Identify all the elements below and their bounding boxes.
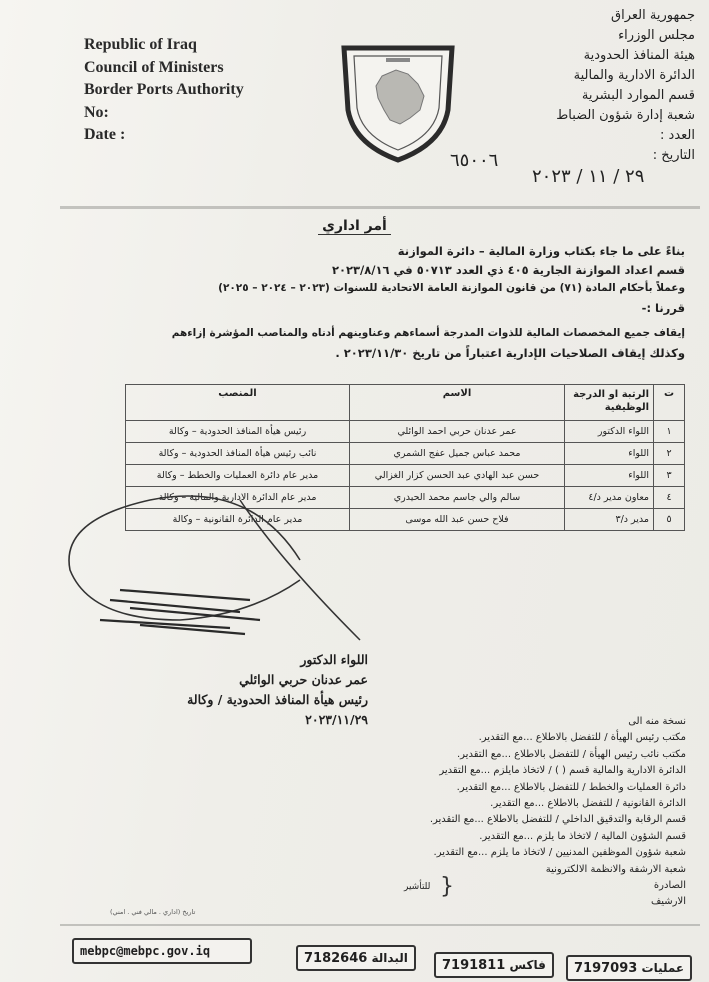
letterhead-authority: Border Ports Authority: [84, 81, 244, 98]
contact-email[interactable]: mebpc@mebpc.gov.iq: [72, 938, 252, 964]
letterhead-no-label: No:: [84, 103, 109, 121]
body-line-6: وكذلك إيقاف الصلاحيات الإدارية اعتباراً من تاريخ ٢٠٢٣/١١/٣٠ .: [335, 346, 685, 360]
body-line-3: وعملاً بأحكام المادة (٧١) من قانون الموازنة العامة الاتحادية للسنوات (٢٠٢٣ – ٢٠٢٤ – ٢٠٢٥): [218, 282, 685, 294]
operations-label: عمليات: [641, 961, 685, 975]
list-item: قسم الشؤون المالية / لاتخاذ ما يلزم ...مع التقدير.: [479, 830, 686, 842]
ar-letterhead-no-label: العدد :: [660, 128, 695, 143]
ar-letterhead-line5: قسم الموارد البشرية: [581, 88, 695, 103]
list-item: الدائرة القانونية / للتفضل بالاطلاع ...مع التقدير.: [490, 798, 686, 810]
list-item: دائرة العمليات والخطط / للتفضل بالاطلاع ...مع التقدير.: [456, 781, 686, 793]
contact-exchange: [296, 945, 416, 971]
row-position: رئيس هيأة المنافذ الحدودية – وكالة: [126, 421, 350, 443]
row-num: ٢: [654, 443, 685, 465]
header-name: الاسم: [350, 385, 565, 421]
exchange-label: البدالة: [371, 951, 408, 965]
header-rank: الرتبة او الدرجة الوظيفية: [565, 385, 654, 421]
body-line-2: قسم اعداد الموازنة الجارية ٤٠٥ ذي العدد ٥٠٧١٣ في ٢٠٢٣/٨/١٦: [331, 263, 685, 277]
authority-emblem-logo: [338, 40, 458, 164]
list-item: مكتب نائب رئيس الهيأة / للتفضل بالاطلاع ...مع التقدير.: [456, 748, 686, 760]
row-rank: معاون مدير د/٤: [565, 487, 654, 509]
document-title: [0, 218, 709, 234]
arabic-letterhead: [495, 6, 695, 166]
ar-letterhead-date-label: التاريخ :: [652, 148, 695, 163]
table-row: [126, 487, 685, 509]
operations-number: 7197093: [574, 961, 638, 976]
list-item: الارشيف: [650, 896, 686, 908]
row-num: ١: [654, 421, 685, 443]
table-row: [126, 509, 685, 531]
row-name: فلاح حسن عبد الله موسى: [350, 509, 565, 531]
footnote: تاريخ (اداري . مالي فني . امني): [110, 908, 196, 916]
letterhead-country: Republic of Iraq: [84, 36, 197, 53]
ar-letterhead-line3: هيئة المنافذ الحدودية: [583, 48, 695, 63]
header-num: ت: [654, 385, 685, 421]
exchange-number: 7182646: [304, 951, 368, 966]
ar-letterhead-line1: جمهورية العراق: [611, 8, 695, 23]
letterhead-date-label: Date :: [84, 126, 126, 143]
row-num: ٥: [654, 509, 685, 531]
table-header-row: [126, 385, 685, 421]
signature-title: رئيس هيأة المنافذ الحدودية / وكالة: [187, 692, 368, 707]
body-line-5: إيقاف جميع المخصصات المالية للذوات المدرجة أسماءهم وعناوينهم أدناه والمناصب المؤشرة إزاءهم: [171, 327, 685, 339]
english-letterhead: [84, 34, 244, 147]
handwritten-number: ٦٥٠٠٦: [450, 150, 499, 171]
row-rank: اللواء: [565, 443, 654, 465]
header-divider: [60, 206, 700, 209]
table-row: [126, 421, 685, 443]
list-item: قسم الرقابة والتدقيق الداخلي / للتفضل بالاطلاع ...مع التقدير.: [429, 814, 686, 826]
list-item: الدائرة الادارية والمالية قسم ( ) / لاتخاذ مايلزم ...مع التقدير: [439, 765, 686, 777]
ar-letterhead-line6: شعبة إدارة شؤون الضباط: [556, 108, 695, 123]
list-item: مكتب رئيس الهيأة / للتفضل بالاطلاع ...مع التقدير.: [478, 732, 686, 744]
row-rank: اللواء: [565, 465, 654, 487]
row-num: ٣: [654, 465, 685, 487]
row-num: ٤: [654, 487, 685, 509]
row-position: مدير عام الدائرة القانونية – وكالة: [126, 509, 350, 531]
ar-letterhead-line2: مجلس الوزراء: [618, 28, 695, 43]
contact-operations: [566, 955, 692, 981]
copies-to-list: [230, 714, 686, 911]
title-text: أمر اداري: [318, 218, 391, 235]
list-item: الصادرة: [653, 880, 686, 892]
fax-label: فاكس: [509, 958, 546, 972]
row-name: سالم والي جاسم محمد الحيدري: [350, 487, 565, 509]
officials-table: [125, 384, 685, 531]
body-line-4: قررنا :-: [641, 301, 685, 315]
row-rank: مدير د/٣: [565, 509, 654, 531]
fax-number: 7191811: [442, 958, 506, 973]
list-item: شعبة شؤون الموظفين المدنيين / لاتخاذ ما يلزم ...مع التقدير.: [433, 847, 686, 859]
table-row: [126, 443, 685, 465]
bracket-brace: }: [440, 874, 454, 899]
cc-heading: نسخة منه الى: [628, 716, 686, 727]
signature-rank: اللواء الدكتور: [300, 652, 368, 667]
list-item: شعبة الارشفة والانظمة الالكترونية: [545, 863, 686, 875]
row-name: عمر عدنان حربي احمد الوائلي: [350, 421, 565, 443]
row-position: مدير عام دائرة العمليات والخطط – وكالة: [126, 465, 350, 487]
contact-fax: [434, 952, 554, 978]
row-position: مدير عام الدائرة الادارية والمالية – وكالة: [126, 487, 350, 509]
row-rank: اللواء الدكتور: [565, 421, 654, 443]
letterhead-council: Council of Ministers: [84, 58, 224, 76]
row-position: نائب رئيس هيأة المنافذ الحدودية – وكالة: [126, 443, 350, 465]
handwritten-date: ٢٩ / ١١ / ٢٠٢٣: [532, 166, 645, 187]
signature-name: عمر عدنان حربي الوائلي: [239, 672, 368, 687]
signature-date: ٢٠٢٣/١١/٢٩: [305, 712, 368, 727]
row-name: محمد عباس جميل عفج الشمري: [350, 443, 565, 465]
bracket-note: للتأشير: [404, 882, 431, 892]
header-position: المنصب: [126, 385, 350, 421]
row-name: حسن عبد الهادي عبد الحسن كزار الغزالي: [350, 465, 565, 487]
body-line-1: بناءً على ما جاء بكتاب وزارة المالية – دائرة الموازنة: [397, 244, 685, 258]
footer-divider: [60, 924, 700, 926]
ar-letterhead-line4: الدائرة الادارية والمالية: [573, 68, 695, 83]
table-row: [126, 465, 685, 487]
